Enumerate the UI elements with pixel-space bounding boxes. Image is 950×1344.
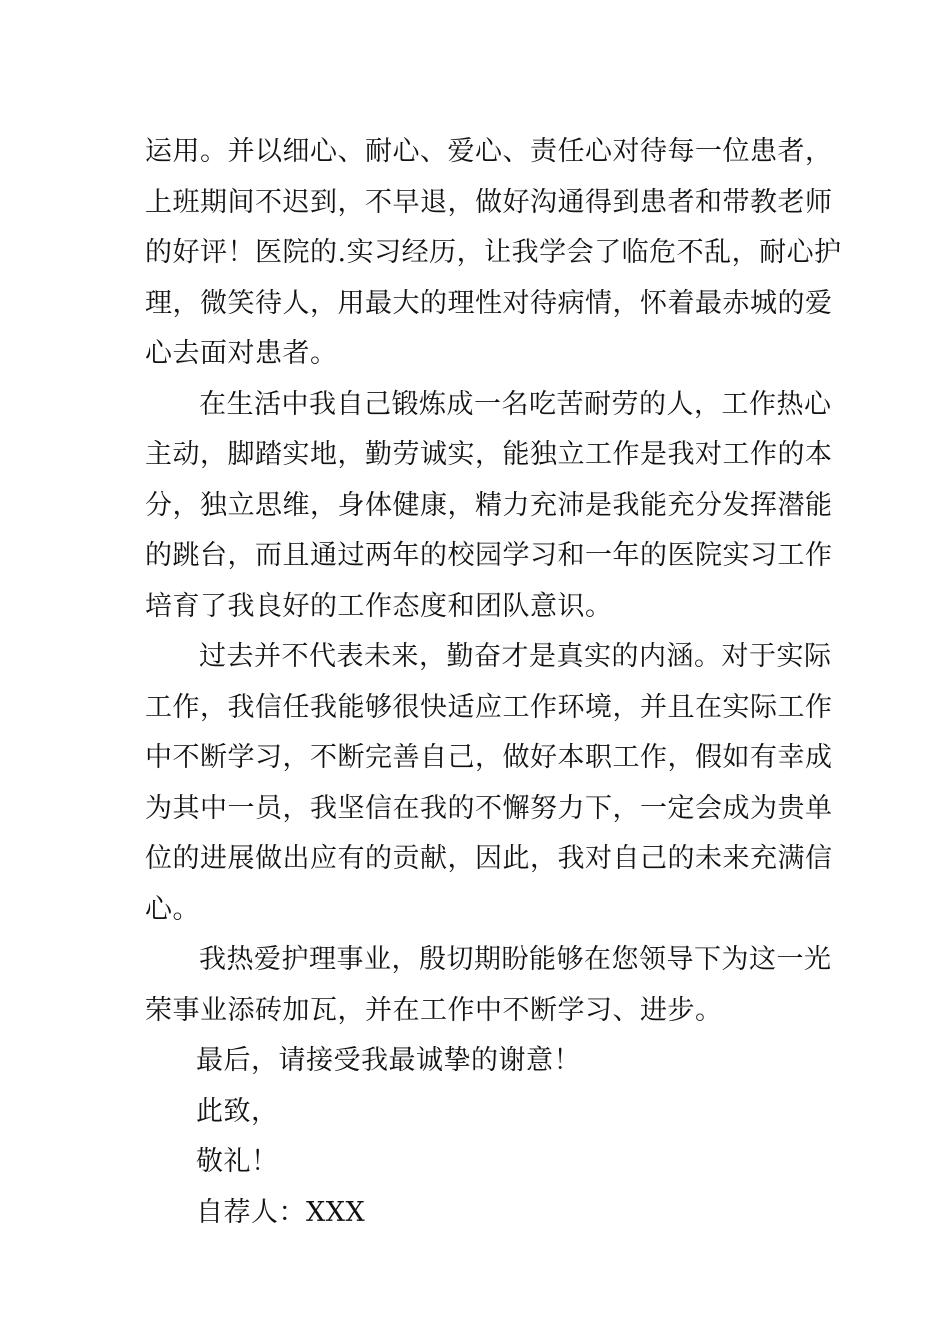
paragraph-line: 上班期间不迟到，不早退，做好沟通得到患者和带教老师	[145, 186, 833, 218]
paragraph-line: 的好评！医院的.实习经历，让我学会了临危不乱，耐心护	[145, 237, 842, 268]
paragraph-line: 的跳台，而且通过两年的校园学习和一年的医院实习工作	[145, 540, 833, 571]
closing-thanks: 最后，请接受我最诚挚的谢意！	[196, 1045, 581, 1076]
paragraph-2	[145, 380, 833, 633]
paragraph-line: 运用。并以细心、耐心、爱心、责任心对待每一位患者，	[145, 136, 833, 167]
paragraph-line: 主动，脚踏实地，勤劳诚实，能独立工作是我对工作的本	[145, 439, 833, 470]
paragraph-1	[145, 127, 842, 380]
paragraph-line: 位的进展做出应有的贡献，因此，我对自己的未来充满信	[145, 843, 833, 874]
paragraph-line: 理，微笑待人，用最大的理性对待病情，怀着最赤城的爱	[145, 287, 833, 319]
signature: 自荐人：XXX	[196, 1196, 366, 1228]
closing-section	[145, 1036, 810, 1238]
paragraph-line: 荣事业添砖加瓦，并在工作中不断学习、进步。	[145, 994, 723, 1026]
paragraph-line: 心。	[145, 893, 200, 925]
paragraph-line: 培育了我良好的工作态度和团队意识。	[145, 590, 613, 622]
paragraph-line: 中不断学习，不断完善自己，做好本职工作，假如有幸成	[145, 742, 833, 773]
paragraph-line: 工作，我信任我能够很快适应工作环境，并且在实际工作	[145, 691, 833, 723]
paragraph-line: 在生活中我自己锻炼成一名吃苦耐劳的人，工作热心	[199, 388, 832, 420]
paragraph-4	[145, 935, 832, 1036]
paragraph-line: 心去面对患者。	[145, 338, 338, 369]
letter-body	[145, 127, 842, 1238]
paragraph-line: 为其中一员，我坚信在我的不懈努力下，一定会成为贵单	[145, 792, 833, 824]
closing-regards: 敬礼！	[196, 1146, 279, 1177]
paragraph-3	[145, 632, 833, 935]
paragraph-line: 分，独立思维，身体健康，精力充沛是我能充分发挥潜能	[145, 489, 833, 521]
paragraph-line: 我热爱护理事业，殷切期盼能够在您领导下为这一光	[199, 944, 832, 975]
paragraph-line: 过去并不代表未来，勤奋才是真实的内涵。对于实际	[199, 641, 832, 672]
closing-salutation: 此致，	[196, 1095, 279, 1127]
